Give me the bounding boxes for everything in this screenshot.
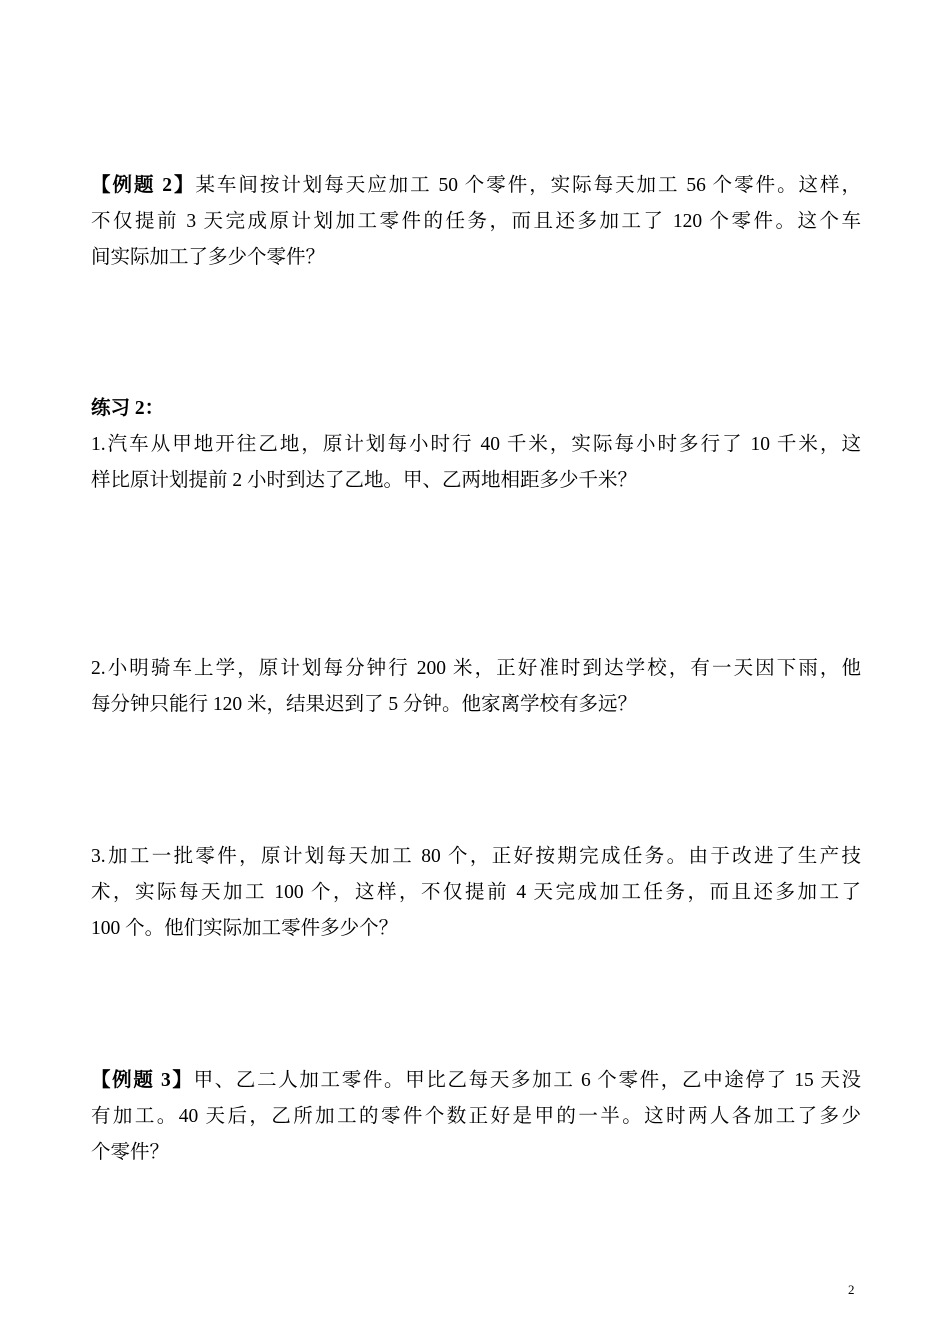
problem-1-line-2: 样比原计划提前 2 小时到达了乙地。甲、乙两地相距多少千米？ <box>91 470 638 491</box>
example-3-line-1 <box>91 1063 861 1099</box>
problem-3-line-1: 3.加工一批零件，原计划每天加工 80 个，正好按期完成任务。由于改进了生产技 <box>91 846 861 867</box>
problem-2-line-1: 2.小明骑车上学，原计划每分钟行 200 米，正好准时到达学校，有一天因下雨，他 <box>91 658 861 679</box>
example-2 <box>91 168 861 276</box>
example-2-line-1 <box>91 168 861 204</box>
practice-2-problem-1 <box>91 427 861 499</box>
example-2-line-3: 间实际加工了多少个零件？ <box>91 247 326 268</box>
example-2-label: 【例题 2】 <box>91 175 196 196</box>
practice-2-problem-2 <box>91 651 861 723</box>
example-2-text-1: 某车间按计划每天应加工 50 个零件，实际每天加工 56 个零件。这样， <box>195 175 861 196</box>
example-2-line-2: 不仅提前 3 天完成原计划加工零件的任务，而且还多加工了 120 个零件。这个车 <box>91 211 861 232</box>
problem-1-line-1: 1.汽车从甲地开往乙地，原计划每小时行 40 千米，实际每小时多行了 10 千米，这 <box>91 434 861 455</box>
problem-2-line-2: 每分钟只能行 120 米，结果迟到了 5 分钟。他家离学校有多远？ <box>91 694 638 715</box>
example-3 <box>91 1063 861 1171</box>
practice-2-problem-3 <box>91 839 861 947</box>
problem-3-line-2: 术，实际每天加工 100 个，这样，不仅提前 4 天完成加工任务，而且还多加工了 <box>91 882 861 903</box>
practice-2-heading: 练习 2： <box>91 398 165 419</box>
page-number: 2 <box>848 1282 855 1297</box>
example-3-line-3: 个零件？ <box>91 1142 170 1163</box>
problem-3-line-3: 100 个。他们实际加工零件多少个？ <box>91 918 399 939</box>
example-3-label: 【例题 3】 <box>91 1070 194 1091</box>
example-3-text-1: 甲、乙二人加工零件。甲比乙每天多加工 6 个零件，乙中途停了 15 天没 <box>193 1070 861 1091</box>
example-3-line-2: 有加工。40 天后，乙所加工的零件个数正好是甲的一半。这时两人各加工了多少 <box>91 1106 861 1127</box>
